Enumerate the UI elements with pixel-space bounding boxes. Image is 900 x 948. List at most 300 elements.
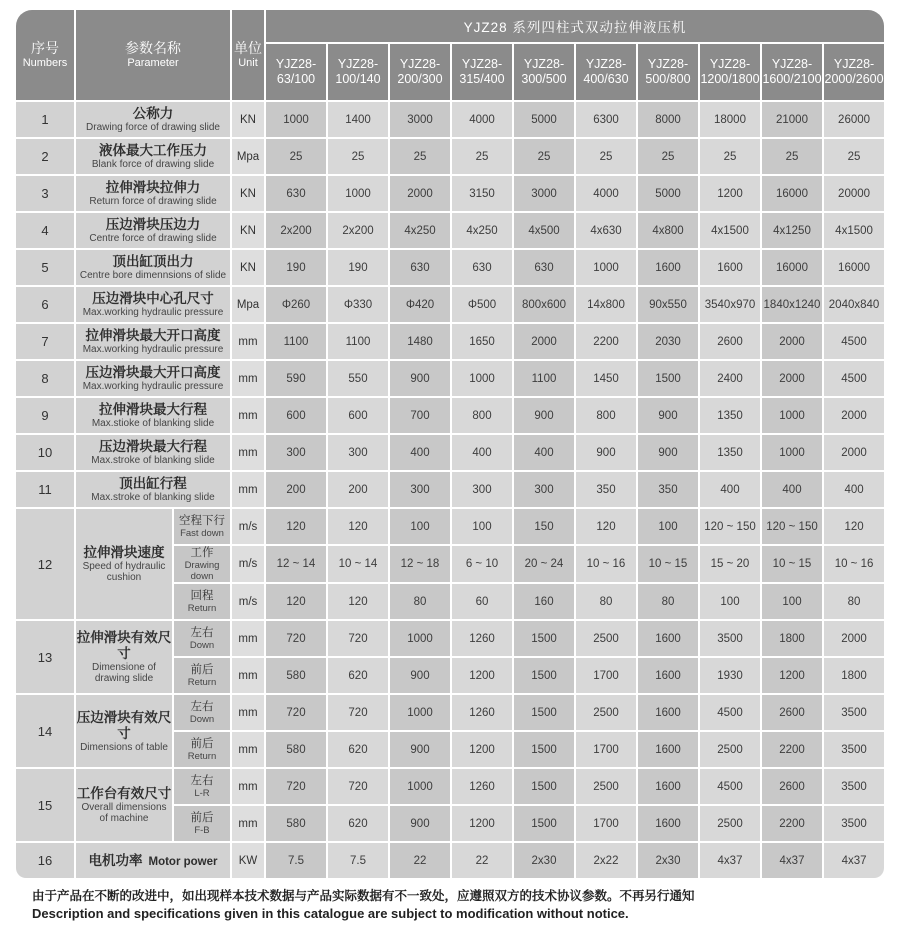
sub-parameter-zh: 前后 bbox=[190, 664, 214, 676]
value-cell: 10 ~ 16 bbox=[824, 546, 884, 582]
unit-value: KN bbox=[232, 102, 264, 137]
value-cell: 1200 bbox=[700, 176, 760, 211]
row-number: 15 bbox=[16, 769, 74, 841]
value-cell: 3500 bbox=[824, 732, 884, 767]
value-cell: 25 bbox=[700, 139, 760, 174]
value-cell: 2x30 bbox=[514, 843, 574, 878]
value-cell: 300 bbox=[328, 435, 388, 470]
header-numbers-zh: 序号 bbox=[31, 40, 59, 56]
sub-parameter bbox=[174, 658, 230, 693]
parameter-zh: 拉伸滑块最大开口高度 bbox=[85, 328, 221, 343]
value-cell: 2500 bbox=[576, 695, 636, 730]
value-cell: 200 bbox=[328, 472, 388, 507]
parameter-inline bbox=[76, 852, 230, 870]
value-cell: 2030 bbox=[638, 324, 698, 359]
value-cell: 2x200 bbox=[266, 213, 326, 248]
model-prefix: YJZ28- bbox=[523, 57, 565, 71]
parameter-en: Drawing force of drawing slide bbox=[86, 122, 220, 133]
model-size: 1600/2100 bbox=[762, 72, 822, 86]
value-cell: 80 bbox=[390, 584, 450, 619]
value-cell: 1800 bbox=[824, 658, 884, 693]
header-unit-en: Unit bbox=[238, 57, 258, 69]
unit-value: m/s bbox=[232, 546, 264, 582]
unit-value: mm bbox=[232, 621, 264, 656]
value-cell: 100 bbox=[762, 584, 822, 619]
header-numbers-en: Numbers bbox=[22, 57, 68, 69]
unit-value: mm bbox=[232, 435, 264, 470]
value-cell: 1000 bbox=[266, 102, 326, 137]
parameter-name bbox=[76, 361, 230, 396]
value-cell: 900 bbox=[390, 658, 450, 693]
value-cell: 80 bbox=[576, 584, 636, 619]
value-cell: 4x500 bbox=[514, 213, 574, 248]
parameter-zh: 拉伸滑块最大行程 bbox=[99, 402, 207, 417]
model-header bbox=[762, 44, 822, 100]
value-cell: 80 bbox=[824, 584, 884, 619]
parameter-en: Max.stroke of blanking slide bbox=[91, 455, 215, 466]
parameter-en: Max.working hydraulic pressure bbox=[82, 344, 224, 355]
parameter-zh: 顶出缸顶出力 bbox=[112, 254, 194, 269]
row-number: 5 bbox=[16, 250, 74, 285]
value-cell: 720 bbox=[328, 695, 388, 730]
value-cell: 10 ~ 15 bbox=[762, 546, 822, 582]
value-cell: 26000 bbox=[824, 102, 884, 137]
value-cell: 2500 bbox=[700, 806, 760, 841]
value-cell: 2600 bbox=[762, 695, 822, 730]
value-cell: 2500 bbox=[576, 621, 636, 656]
value-cell: 3150 bbox=[452, 176, 512, 211]
parameter-name bbox=[76, 695, 172, 767]
sub-parameter-zh: 工作 bbox=[190, 547, 214, 559]
value-cell: 2000 bbox=[762, 324, 822, 359]
value-cell: 3000 bbox=[514, 176, 574, 211]
value-cell: 1600 bbox=[638, 621, 698, 656]
unit-value: mm bbox=[232, 324, 264, 359]
value-cell: 120 bbox=[576, 509, 636, 544]
value-cell: 21000 bbox=[762, 102, 822, 137]
value-cell: 900 bbox=[576, 435, 636, 470]
sub-parameter-zh: 左右 bbox=[190, 701, 214, 713]
value-cell: 600 bbox=[266, 398, 326, 433]
sub-parameter bbox=[174, 509, 230, 544]
table-row bbox=[16, 287, 884, 322]
value-cell: 120 ~ 150 bbox=[700, 509, 760, 544]
parameter-en: Max.stroke of blanking slide bbox=[91, 492, 215, 503]
value-cell: 1500 bbox=[514, 769, 574, 804]
value-cell: 4x37 bbox=[824, 843, 884, 878]
parameter-name bbox=[76, 509, 172, 619]
value-cell: 1000 bbox=[762, 398, 822, 433]
unit-value: KN bbox=[232, 213, 264, 248]
table-row bbox=[16, 621, 884, 656]
value-cell: 2200 bbox=[762, 806, 822, 841]
value-cell: 300 bbox=[266, 435, 326, 470]
value-cell: 25 bbox=[638, 139, 698, 174]
model-prefix: YJZ28- bbox=[585, 57, 627, 71]
model-prefix: YJZ28- bbox=[647, 57, 689, 71]
value-cell: 2000 bbox=[824, 398, 884, 433]
value-cell: 2x30 bbox=[638, 843, 698, 878]
parameter-en: Max.working hydraulic pressure bbox=[82, 307, 224, 318]
parameter-en: Centre force of drawing slide bbox=[89, 233, 217, 244]
value-cell: 630 bbox=[390, 250, 450, 285]
sub-parameter-zh: 左右 bbox=[190, 775, 214, 787]
unit-value: m/s bbox=[232, 509, 264, 544]
value-cell: 4500 bbox=[824, 361, 884, 396]
value-cell: 190 bbox=[266, 250, 326, 285]
value-cell: 4x37 bbox=[762, 843, 822, 878]
value-cell: 22 bbox=[452, 843, 512, 878]
value-cell: 300 bbox=[390, 472, 450, 507]
value-cell: 12 ~ 14 bbox=[266, 546, 326, 582]
row-number: 3 bbox=[16, 176, 74, 211]
value-cell: 1260 bbox=[452, 621, 512, 656]
value-cell: 100 bbox=[638, 509, 698, 544]
table-row bbox=[16, 324, 884, 359]
value-cell: 25 bbox=[762, 139, 822, 174]
table-header bbox=[16, 10, 884, 100]
parameter-name bbox=[76, 139, 230, 174]
sub-parameter-en: Return bbox=[187, 603, 217, 614]
value-cell: 25 bbox=[328, 139, 388, 174]
parameter-name bbox=[76, 176, 230, 211]
value-cell: 6300 bbox=[576, 102, 636, 137]
parameter-zh: 液体最大工作压力 bbox=[99, 143, 207, 158]
parameter-zh: 压边滑块有效尺寸 bbox=[76, 709, 172, 741]
parameter-en: Overall dimensions of machine bbox=[81, 802, 167, 824]
sub-parameter-en: L-R bbox=[194, 788, 210, 799]
value-cell: 800x600 bbox=[514, 287, 574, 322]
value-cell: 5000 bbox=[514, 102, 574, 137]
value-cell: 900 bbox=[638, 435, 698, 470]
value-cell: 580 bbox=[266, 732, 326, 767]
value-cell: 300 bbox=[452, 472, 512, 507]
parameter-zh: 拉伸滑块有效尺寸 bbox=[76, 630, 172, 661]
value-cell: 1840x1240 bbox=[762, 287, 822, 322]
value-cell: 160 bbox=[514, 584, 574, 619]
table-row bbox=[16, 843, 884, 878]
value-cell: 4500 bbox=[824, 324, 884, 359]
value-cell: 1650 bbox=[452, 324, 512, 359]
model-prefix: YJZ28- bbox=[771, 57, 813, 71]
value-cell: 630 bbox=[514, 250, 574, 285]
value-cell: 8000 bbox=[638, 102, 698, 137]
value-cell: 4x37 bbox=[700, 843, 760, 878]
model-prefix: YJZ28- bbox=[275, 57, 317, 71]
model-prefix: YJZ28- bbox=[461, 57, 503, 71]
value-cell: 3500 bbox=[824, 769, 884, 804]
row-number: 9 bbox=[16, 398, 74, 433]
value-cell: 720 bbox=[328, 621, 388, 656]
sub-parameter-zh: 左右 bbox=[190, 627, 214, 639]
parameter-name bbox=[76, 843, 230, 878]
parameter-name bbox=[76, 472, 230, 507]
value-cell: 900 bbox=[390, 806, 450, 841]
row-number: 16 bbox=[16, 843, 74, 878]
value-cell: 400 bbox=[514, 435, 574, 470]
value-cell: 1600 bbox=[638, 250, 698, 285]
sub-parameter bbox=[174, 806, 230, 841]
value-cell: 150 bbox=[514, 509, 574, 544]
model-header bbox=[328, 44, 388, 100]
sub-parameter-zh: 前后 bbox=[190, 738, 214, 750]
value-cell: 25 bbox=[514, 139, 574, 174]
value-cell: 4x1500 bbox=[700, 213, 760, 248]
parameter-en: Blank force of drawing slide bbox=[91, 159, 215, 170]
header-unit-zh: 单位 bbox=[234, 40, 262, 56]
unit-value: mm bbox=[232, 658, 264, 693]
value-cell: 1200 bbox=[452, 732, 512, 767]
value-cell: 1500 bbox=[514, 732, 574, 767]
parameter-zh: 电机功率 bbox=[88, 852, 143, 868]
value-cell: 1000 bbox=[390, 621, 450, 656]
parameter-name bbox=[76, 621, 172, 693]
row-number: 1 bbox=[16, 102, 74, 137]
value-cell: 1260 bbox=[452, 695, 512, 730]
value-cell: 3540x970 bbox=[700, 287, 760, 322]
value-cell: 550 bbox=[328, 361, 388, 396]
value-cell: 900 bbox=[390, 732, 450, 767]
parameter-en: Max.working hydraulic pressure bbox=[82, 381, 224, 392]
value-cell: 2500 bbox=[700, 732, 760, 767]
sub-parameter-en: Down bbox=[189, 640, 215, 651]
value-cell: 2000 bbox=[390, 176, 450, 211]
unit-value: Mpa bbox=[232, 287, 264, 322]
sub-parameter-en: Return bbox=[187, 751, 217, 762]
model-prefix: YJZ28- bbox=[709, 57, 751, 71]
value-cell: 1600 bbox=[638, 658, 698, 693]
model-size: 200/300 bbox=[397, 72, 443, 86]
value-cell: 1000 bbox=[762, 435, 822, 470]
model-header bbox=[824, 44, 884, 100]
sub-parameter-en: Return bbox=[187, 677, 217, 688]
value-cell: 4000 bbox=[576, 176, 636, 211]
table-row bbox=[16, 398, 884, 433]
row-number: 14 bbox=[16, 695, 74, 767]
value-cell: 1000 bbox=[452, 361, 512, 396]
value-cell: 1200 bbox=[762, 658, 822, 693]
value-cell: 720 bbox=[266, 695, 326, 730]
value-cell: 2000 bbox=[514, 324, 574, 359]
unit-value: KW bbox=[232, 843, 264, 878]
unit-value: mm bbox=[232, 361, 264, 396]
value-cell: 720 bbox=[266, 621, 326, 656]
unit-value: KN bbox=[232, 176, 264, 211]
sub-parameter-en: Drawing down bbox=[184, 560, 220, 582]
value-cell: 15 ~ 20 bbox=[700, 546, 760, 582]
row-number: 10 bbox=[16, 435, 74, 470]
value-cell: 1000 bbox=[390, 769, 450, 804]
parameter-name bbox=[76, 435, 230, 470]
parameter-en: Max.stioke of blanking slide bbox=[91, 418, 215, 429]
value-cell: 1500 bbox=[514, 695, 574, 730]
table-row bbox=[16, 213, 884, 248]
sub-parameter bbox=[174, 732, 230, 767]
value-cell: 1600 bbox=[638, 732, 698, 767]
value-cell: 16000 bbox=[762, 250, 822, 285]
table-row bbox=[16, 176, 884, 211]
value-cell: 400 bbox=[762, 472, 822, 507]
model-size: 400/630 bbox=[583, 72, 629, 86]
table-row bbox=[16, 435, 884, 470]
value-cell: 25 bbox=[452, 139, 512, 174]
value-cell: 1500 bbox=[514, 658, 574, 693]
model-size: 315/400 bbox=[459, 72, 505, 86]
model-size: 500/800 bbox=[645, 72, 691, 86]
header-unit bbox=[232, 10, 264, 100]
value-cell: 12 ~ 18 bbox=[390, 546, 450, 582]
model-header bbox=[638, 44, 698, 100]
value-cell: 1450 bbox=[576, 361, 636, 396]
value-cell: 7.5 bbox=[266, 843, 326, 878]
value-cell: 1000 bbox=[576, 250, 636, 285]
value-cell: 120 ~ 150 bbox=[762, 509, 822, 544]
value-cell: 1350 bbox=[700, 398, 760, 433]
parameter-name bbox=[76, 250, 230, 285]
model-header bbox=[390, 44, 450, 100]
model-header bbox=[700, 44, 760, 100]
value-cell: 620 bbox=[328, 732, 388, 767]
value-cell: 25 bbox=[266, 139, 326, 174]
parameter-zh: 公称力 bbox=[132, 106, 174, 121]
sub-parameter-en: Fast down bbox=[180, 528, 224, 539]
table-row bbox=[16, 102, 884, 137]
value-cell: 2x200 bbox=[328, 213, 388, 248]
header-parameter bbox=[76, 10, 230, 100]
unit-value: Mpa bbox=[232, 139, 264, 174]
value-cell: 120 bbox=[266, 584, 326, 619]
value-cell: 2200 bbox=[576, 324, 636, 359]
parameter-zh: 拉伸滑块速度 bbox=[83, 545, 165, 560]
parameter-name bbox=[76, 213, 230, 248]
footer-note bbox=[14, 880, 886, 922]
model-size: 2000/2600 bbox=[824, 72, 884, 86]
value-cell: 10 ~ 14 bbox=[328, 546, 388, 582]
table-row bbox=[16, 509, 884, 544]
value-cell: 4x250 bbox=[390, 213, 450, 248]
value-cell: 2500 bbox=[576, 769, 636, 804]
parameter-en: Dimensione of drawing slide bbox=[92, 662, 156, 684]
value-cell: 720 bbox=[266, 769, 326, 804]
value-cell: 22 bbox=[390, 843, 450, 878]
value-cell: 10 ~ 16 bbox=[576, 546, 636, 582]
row-number: 11 bbox=[16, 472, 74, 507]
value-cell: 1350 bbox=[700, 435, 760, 470]
value-cell: 7.5 bbox=[328, 843, 388, 878]
value-cell: 2400 bbox=[700, 361, 760, 396]
value-cell: 2000 bbox=[762, 361, 822, 396]
model-header bbox=[514, 44, 574, 100]
value-cell: 1260 bbox=[452, 769, 512, 804]
value-cell: 1930 bbox=[700, 658, 760, 693]
value-cell: 2600 bbox=[762, 769, 822, 804]
value-cell: 580 bbox=[266, 658, 326, 693]
value-cell: 1600 bbox=[700, 250, 760, 285]
parameter-zh: 压边滑块压边力 bbox=[105, 217, 201, 232]
parameter-zh: 压边滑块中心孔尺寸 bbox=[92, 291, 214, 306]
sub-parameter bbox=[174, 584, 230, 619]
parameter-zh: 压边滑块最大行程 bbox=[99, 439, 207, 454]
value-cell: Φ330 bbox=[328, 287, 388, 322]
footer-note-zh: 由于产品在不断的改进中，如出现样本技术数据与产品实际数据有不一致处，应遵照双方的技术协议参数。不再另行通知 bbox=[32, 889, 695, 903]
value-cell: 1200 bbox=[452, 658, 512, 693]
value-cell: 4x800 bbox=[638, 213, 698, 248]
value-cell: 700 bbox=[390, 398, 450, 433]
parameter-zh: 压边滑块最大开口高度 bbox=[85, 365, 221, 380]
value-cell: 4x1250 bbox=[762, 213, 822, 248]
value-cell: 630 bbox=[452, 250, 512, 285]
row-number: 13 bbox=[16, 621, 74, 693]
value-cell: 5000 bbox=[638, 176, 698, 211]
value-cell: 1600 bbox=[638, 769, 698, 804]
table-row bbox=[16, 695, 884, 730]
value-cell: 1400 bbox=[328, 102, 388, 137]
parameter-name bbox=[76, 769, 172, 841]
value-cell: 400 bbox=[700, 472, 760, 507]
parameter-name bbox=[76, 287, 230, 322]
header-parameter-en: Parameter bbox=[127, 57, 179, 69]
model-size: 1200/1800 bbox=[700, 72, 760, 86]
model-size: 63/100 bbox=[276, 72, 316, 86]
value-cell: 900 bbox=[514, 398, 574, 433]
value-cell: 900 bbox=[638, 398, 698, 433]
value-cell: 3000 bbox=[390, 102, 450, 137]
value-cell: 25 bbox=[390, 139, 450, 174]
value-cell: 300 bbox=[514, 472, 574, 507]
value-cell: Φ500 bbox=[452, 287, 512, 322]
parameter-zh: 工作台有效尺寸 bbox=[76, 786, 172, 801]
value-cell: 200 bbox=[266, 472, 326, 507]
sub-parameter bbox=[174, 695, 230, 730]
value-cell: 120 bbox=[328, 584, 388, 619]
parameter-en: Centre bore dimennsions of slide bbox=[79, 270, 227, 281]
value-cell: 400 bbox=[452, 435, 512, 470]
row-number: 8 bbox=[16, 361, 74, 396]
sub-parameter-zh: 空程下行 bbox=[179, 515, 225, 527]
value-cell: 6 ~ 10 bbox=[452, 546, 512, 582]
value-cell: 1700 bbox=[576, 806, 636, 841]
unit-value: m/s bbox=[232, 584, 264, 619]
table-row bbox=[16, 361, 884, 396]
unit-value: mm bbox=[232, 695, 264, 730]
table-row bbox=[16, 250, 884, 285]
value-cell: 800 bbox=[452, 398, 512, 433]
unit-value: KN bbox=[232, 250, 264, 285]
value-cell: 190 bbox=[328, 250, 388, 285]
value-cell: 900 bbox=[390, 361, 450, 396]
value-cell: 4000 bbox=[452, 102, 512, 137]
value-cell: 1000 bbox=[390, 695, 450, 730]
value-cell: 1200 bbox=[452, 806, 512, 841]
sub-parameter-en: F-B bbox=[194, 825, 210, 836]
row-number: 12 bbox=[16, 509, 74, 619]
value-cell: 14x800 bbox=[576, 287, 636, 322]
value-cell: 4x1500 bbox=[824, 213, 884, 248]
parameter-en: Motor power bbox=[148, 855, 218, 868]
value-cell: 1500 bbox=[514, 806, 574, 841]
value-cell: 1700 bbox=[576, 658, 636, 693]
row-number: 6 bbox=[16, 287, 74, 322]
value-cell: 1600 bbox=[638, 806, 698, 841]
value-cell: 3500 bbox=[824, 806, 884, 841]
unit-value: mm bbox=[232, 472, 264, 507]
sub-parameter bbox=[174, 546, 230, 582]
value-cell: 2000 bbox=[824, 621, 884, 656]
value-cell: 25 bbox=[824, 139, 884, 174]
value-cell: 4x630 bbox=[576, 213, 636, 248]
value-cell: 20 ~ 24 bbox=[514, 546, 574, 582]
sub-parameter bbox=[174, 769, 230, 804]
